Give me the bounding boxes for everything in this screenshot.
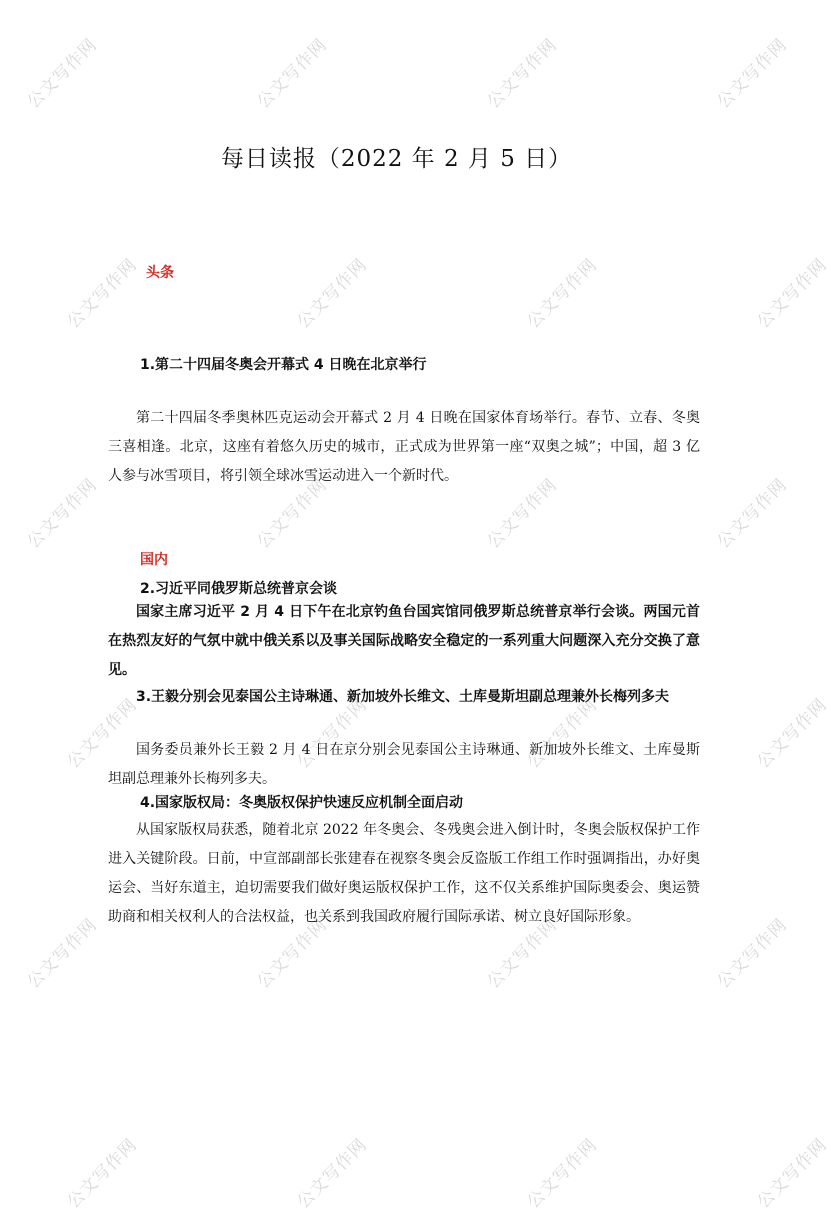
watermark-text: 公文写作网: [63, 694, 142, 773]
page-title: 每日读报（2022 年 2 月 5 日）: [220, 146, 573, 172]
watermark-text: 公文写作网: [293, 694, 372, 773]
section-label-headline: 头条: [146, 265, 174, 281]
watermark-text: 公文写作网: [483, 34, 562, 113]
article-1-body: 第二十四届冬季奥林匹克运动会开幕式 2 月 4 日晚在国家体育场举行。春节、立春、冬奥三喜相逢。北京，这座有着悠久历史的城市，正式成为世界第一座“双奥之城”；中国，超 3 亿人参与冰雪项目，将引领全球冰雪运动进入一个新时代。: [108, 410, 700, 484]
watermark-text: 公文写作网: [63, 254, 142, 333]
section-label-domestic: 国内: [140, 552, 168, 568]
watermark-text: 公文写作网: [523, 254, 602, 333]
watermark-text: 公文写作网: [753, 254, 831, 333]
article-2-heading: 2.习近平同俄罗斯总统普京会谈: [140, 581, 338, 597]
watermark-text: 公文写作网: [253, 34, 332, 113]
watermark-text: 公文写作网: [523, 694, 602, 773]
watermark-text: 公文写作网: [713, 474, 792, 553]
article-4-body: 从国家版权局获悉，随着北京 2022 年冬奥会、冬残奥会进入倒计时，冬奥会版权保护工作进入关键阶段。日前，中宣部副部长张建春在视察冬奥会反盗版工作组工作时强调指出，办好奥运会、当好东道主，迫切需要我们做好奥运版权保护工作，这不仅关系维护国际奥委会、奥运赞助商和相关权利人的合法权益，也关系到我国政府履行国际承诺、树立良好国际形象。: [108, 822, 700, 925]
article-4-heading: 4.国家版权局：冬奥版权保护快速反应机制全面启动: [140, 795, 464, 811]
watermark-text: 公文写作网: [523, 1134, 602, 1213]
watermark-text: 公文写作网: [753, 694, 831, 773]
watermark-text: 公文写作网: [23, 914, 102, 993]
watermark-text: 公文写作网: [753, 1134, 831, 1213]
watermark-text: 公文写作网: [483, 474, 562, 553]
watermark-text: 公文写作网: [713, 914, 792, 993]
watermark-text: 公文写作网: [63, 1134, 142, 1213]
watermark-text: 公文写作网: [293, 1134, 372, 1213]
article-3-heading: 3.王毅分别会见泰国公主诗琳通、新加坡外长维文、土库曼斯坦副总理兼外长梅列多夫: [136, 689, 670, 705]
watermark-text: 公文写作网: [23, 474, 102, 553]
article-2-body: 国家主席习近平 2 月 4 日下午在北京钓鱼台国宾馆同俄罗斯总统普京举行会谈。两国元首在热烈友好的气氛中就中俄关系以及事关国际战略安全稳定的一系列重大问题深入充分交换了意见。: [108, 604, 700, 678]
watermark-text: 公文写作网: [713, 34, 792, 113]
watermark-text: 公文写作网: [253, 474, 332, 553]
article-1-heading: 1.第二十四届冬奥会开幕式 4 日晚在北京举行: [140, 357, 427, 373]
article-3-body: 国务委员兼外长王毅 2 月 4 日在京分别会见泰国公主诗琳通、新加坡外长维文、土库曼斯坦副总理兼外长梅列多夫。: [108, 742, 700, 787]
watermark-text: 公文写作网: [253, 914, 332, 993]
watermark-text: 公文写作网: [293, 254, 372, 333]
watermark-text: 公文写作网: [483, 914, 562, 993]
watermark-text: 公文写作网: [23, 34, 102, 113]
